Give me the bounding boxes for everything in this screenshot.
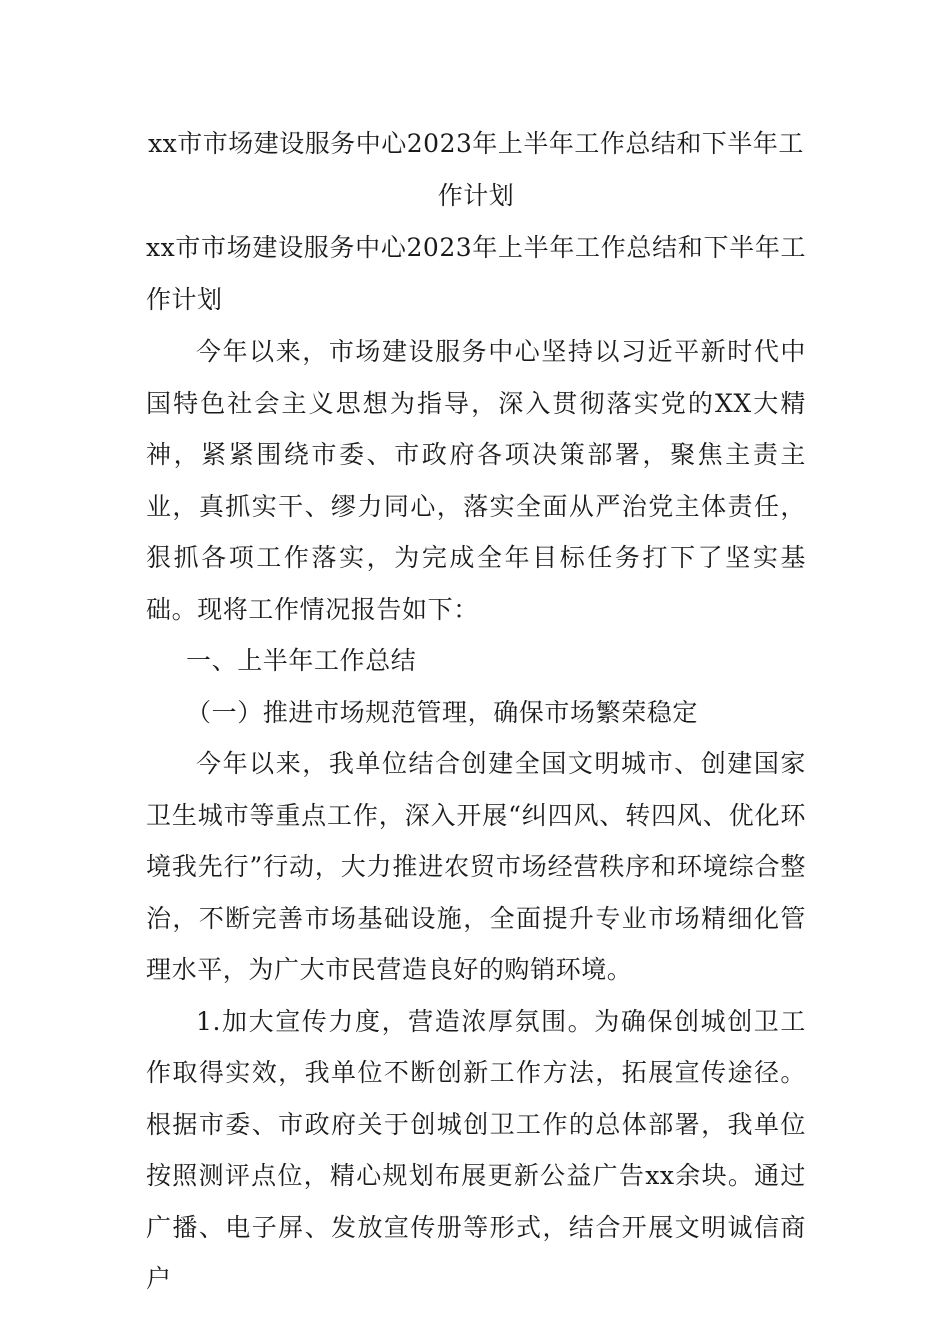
body-paragraph-2: 1.加大宣传力度，营造浓厚氛围。为确保创城创卫工作取得实效，我单位不断创新工作方法，拓展宣传途径。根据市委、市政府关于创城创卫工作的总体部署，我单位按照测评点位，精心规划布展更新公益广告xx余块。通过广播、电子屏、发放宣传册等形式，结合开展文明诚信商户 [146, 1006, 806, 1293]
document-subtitle: xx市市场建设服务中心2023年上半年工作总结和下半年工作计划 [146, 233, 806, 314]
section-subheading: （一）推进市场规范管理，确保市场繁荣稳定 [186, 697, 699, 727]
document-page [146, 118, 806, 1305]
section-heading: 一、上半年工作总结 [186, 646, 417, 675]
intro-paragraph: 今年以来，市场建设服务中心坚持以习近平新时代中国特色社会主义思想为指导，深入贯彻落实党的XX大精神，紧紧围绕市委、市政府各项决策部署，聚焦主责主业，真抓实干、缪力同心，落实全面从严治党主体责任，狠抓各项工作落实，为完成全年目标任务打下了坚实基础。现将工作情况报告如下： [146, 337, 806, 624]
body-paragraph-1: 今年以来，我单位结合创建全国文明城市、创建国家卫生城市等重点工作，深入开展“纠四风、转四风、优化环境我先行”行动，大力推进农贸市场经营秩序和环境综合整治，不断完善市场基础设施，全面提升专业市场精细化管理水平，为广大市民营造良好的购销环境。 [146, 749, 806, 984]
document-title: xx市市场建设服务中心2023年上半年工作总结和下半年工作计划 [148, 129, 804, 210]
